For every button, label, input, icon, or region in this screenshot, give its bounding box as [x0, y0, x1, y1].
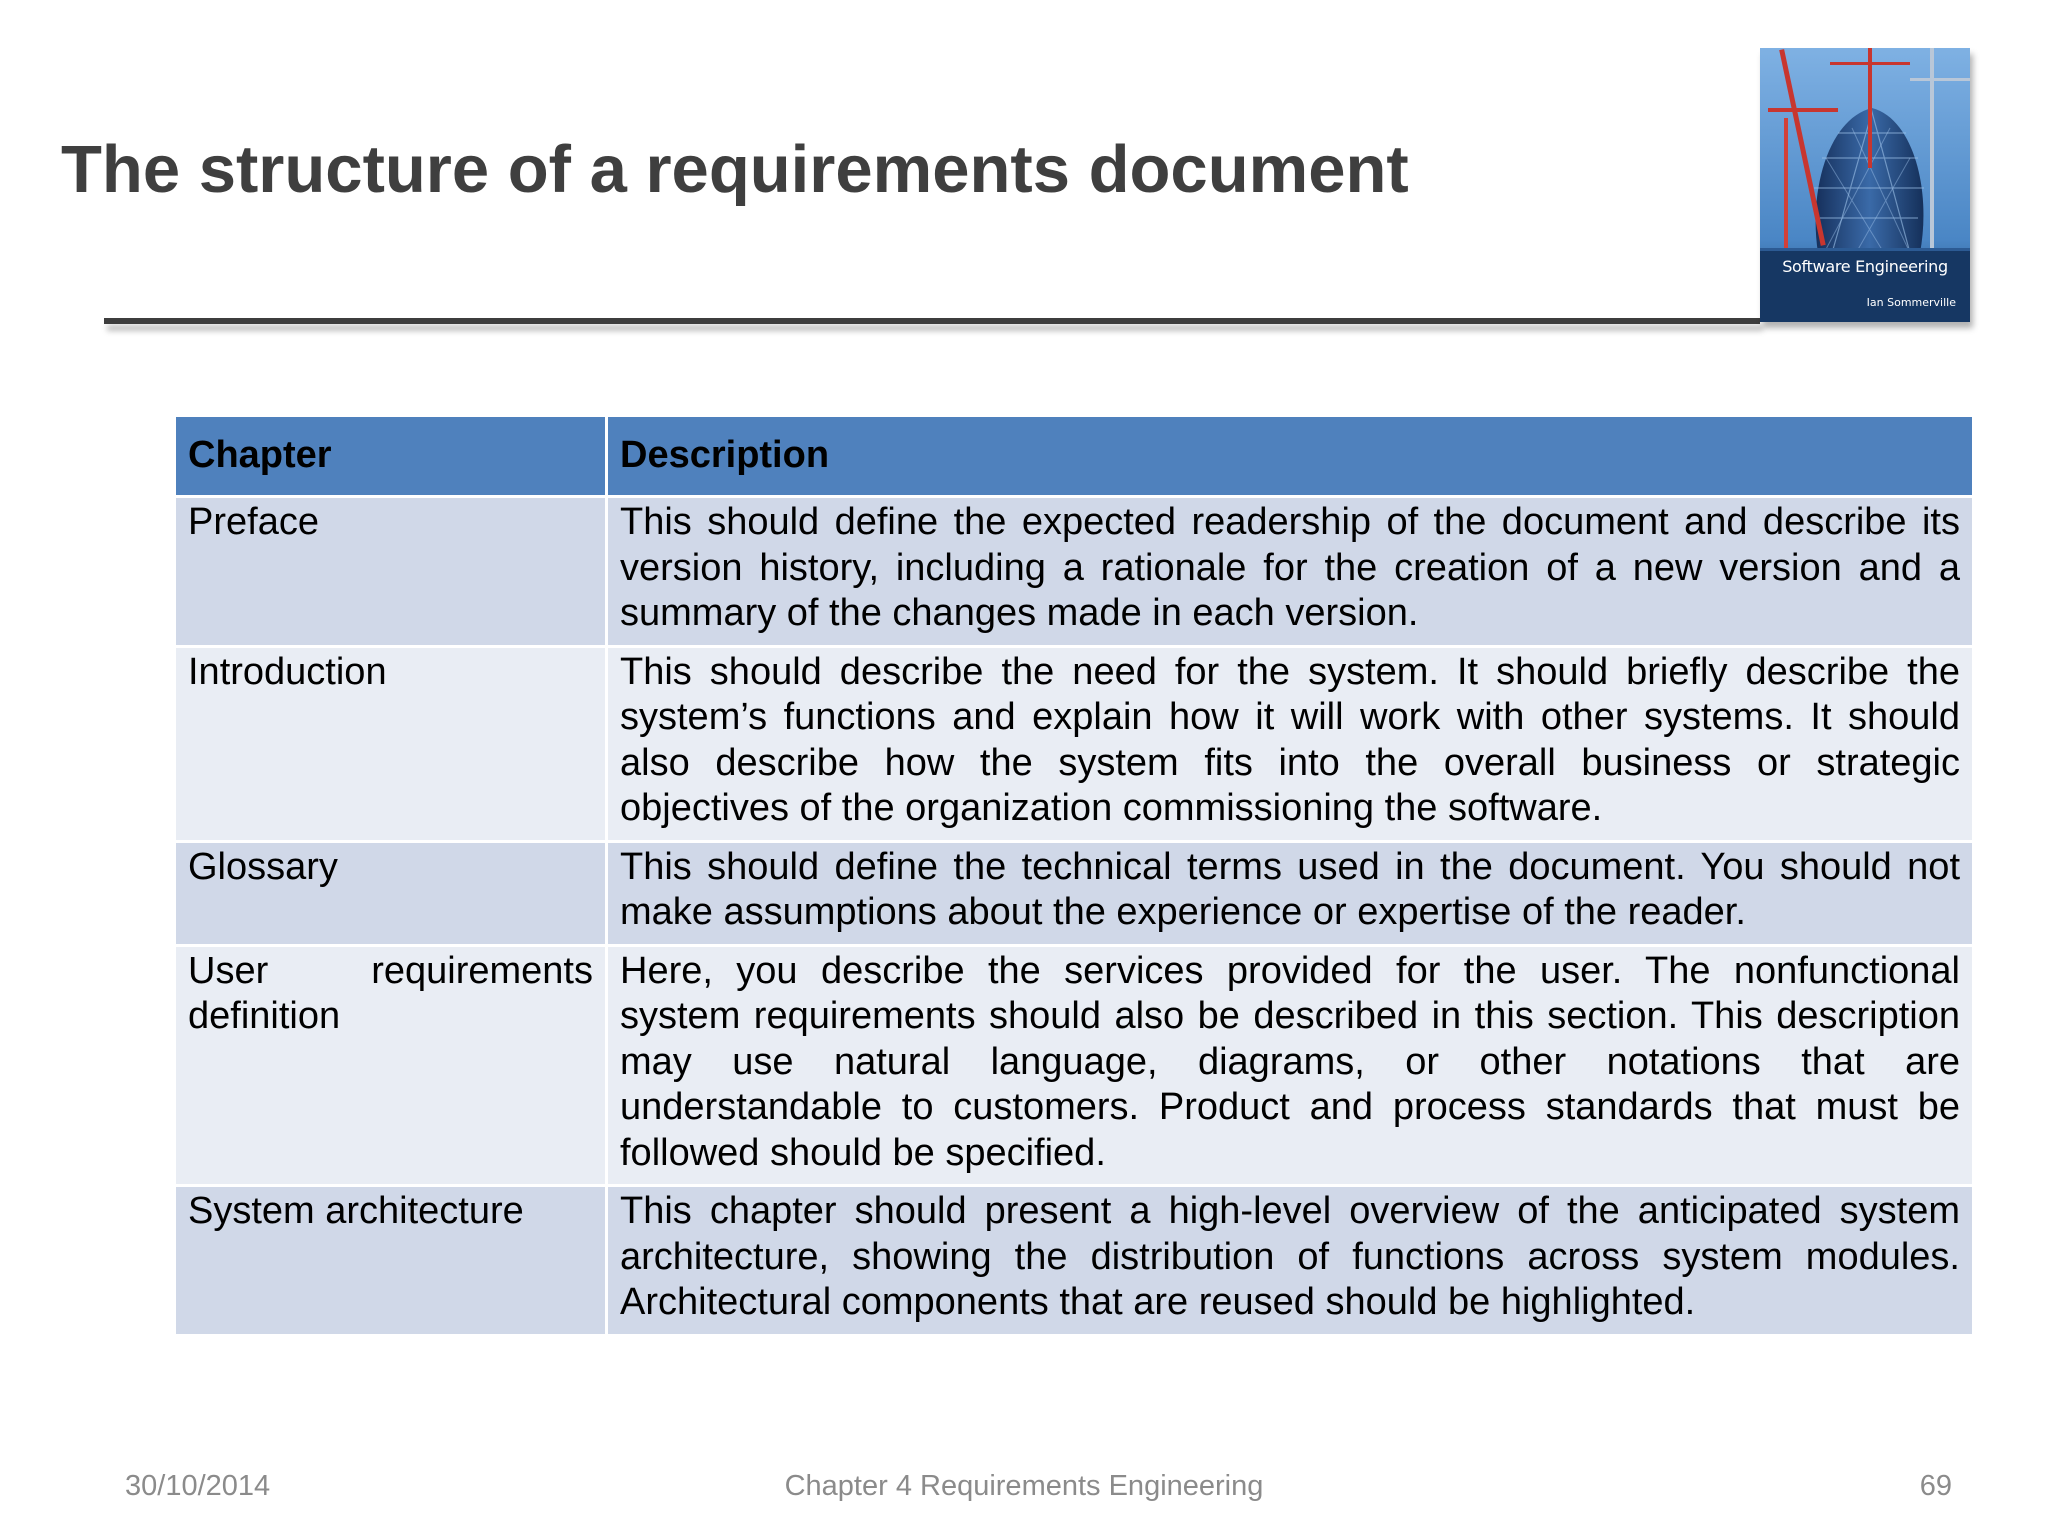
chapter-cell: Glossary — [175, 841, 607, 945]
footer-chapter-title: Chapter 4 Requirements Engineering — [784, 1470, 1264, 1502]
requirements-structure-table — [173, 414, 1975, 1337]
description-cell: Here, you describe the services provided for the user. The nonfunctional system requirements should also be described in this section. This description may use natural language, diagrams, or other notations that are understandable to customers. Product and process standards that must be followed should be specified. — [607, 945, 1974, 1186]
column-header-description: Description — [607, 416, 1974, 497]
chapter-cell: System architecture — [175, 1186, 607, 1336]
table-header-row — [175, 416, 1974, 497]
slide-title: The structure of a requirements document — [61, 132, 1409, 207]
footer-date: 30/10/2014 — [125, 1470, 271, 1502]
table-row — [175, 1186, 1974, 1336]
table-row — [175, 945, 1974, 1186]
title-underline — [104, 318, 1760, 324]
book-cover-image — [1760, 48, 1970, 322]
footer-page-number: 69 — [1919, 1470, 1952, 1502]
book-cover-title: Software Engineering — [1782, 257, 1948, 276]
chapter-cell: User requirements definition — [175, 945, 607, 1186]
description-cell: This should define the expected readership of the document and describe its version history, including a rationale for the creation of a new version and a summary of the changes made in each version. — [607, 497, 1974, 647]
table-row — [175, 841, 1974, 945]
chapter-cell: Introduction — [175, 646, 607, 841]
description-cell: This should describe the need for the system. It should briefly describe the system’s functions and explain how it will work with other systems. It should also describe how the system fits into the overall business or strategic objectives of the organization commissioning the software. — [607, 646, 1974, 841]
book-cover-author: Ian Sommerville — [1866, 296, 1956, 309]
chapter-cell: Preface — [175, 497, 607, 647]
column-header-chapter: Chapter — [175, 416, 607, 497]
description-cell: This chapter should present a high-level overview of the anticipated system architecture, showing the distribution of functions across system modules. Architectural components that are reused should be highlighted. — [607, 1186, 1974, 1336]
description-cell: This should define the technical terms used in the document. You should not make assumptions about the experience or expertise of the reader. — [607, 841, 1974, 945]
table-row — [175, 497, 1974, 647]
table-row — [175, 646, 1974, 841]
book-cover-illustration — [1760, 48, 1970, 322]
